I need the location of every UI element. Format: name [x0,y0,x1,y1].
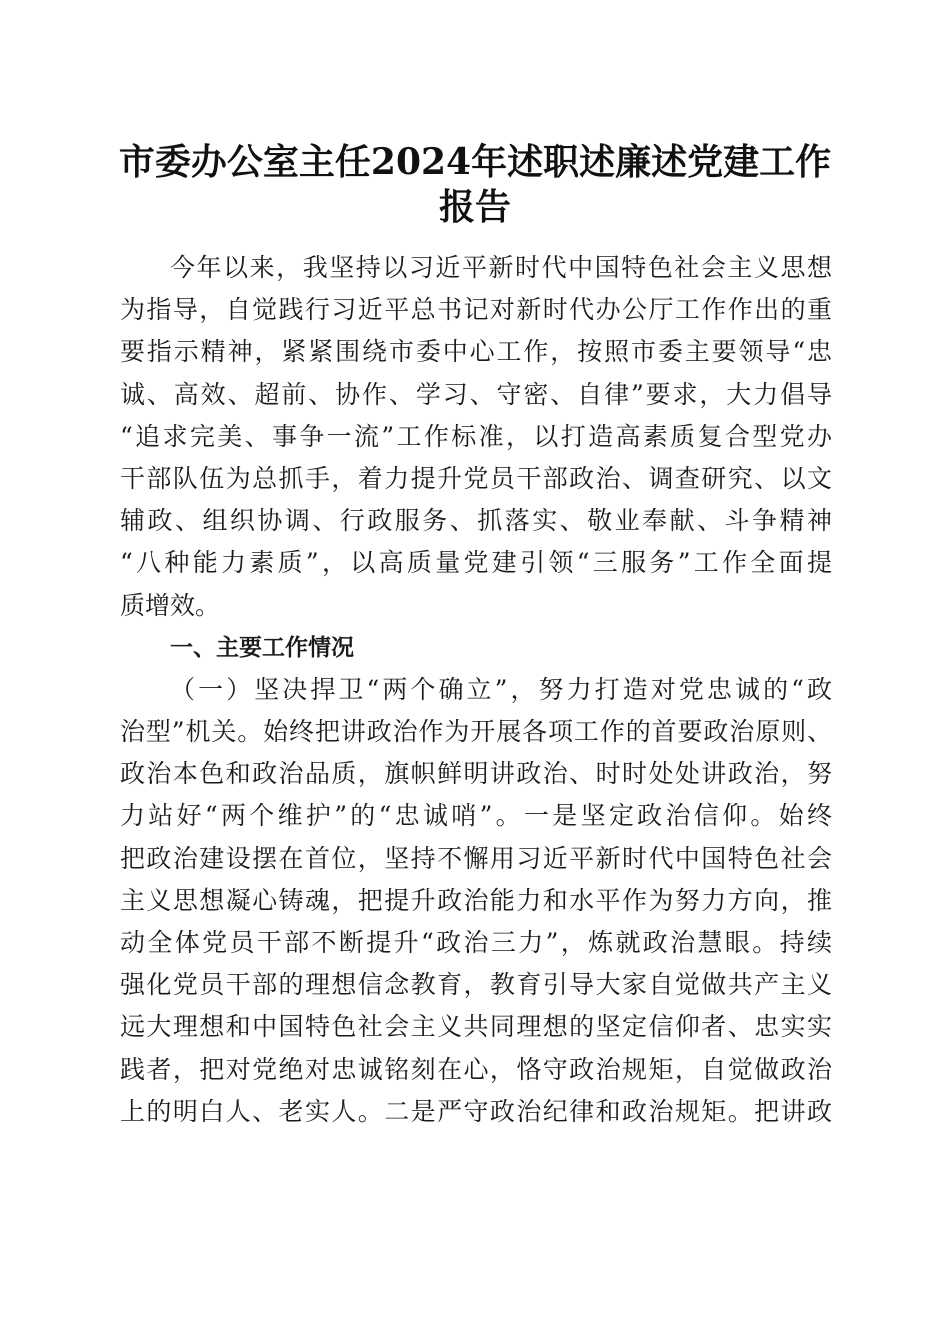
document-body [120,247,832,1133]
paragraph-line: 远大理想和中国特色社会主义共同理想的坚定信仰者、忠实实 [120,1012,832,1042]
paragraph-line: 主义思想凝心铸魂，把提升政治能力和水平作为努力方向，推 [120,885,832,915]
paragraph-line: 动全体党员干部不断提升“政治三力”，炼就政治慧眼。持续 [120,928,832,957]
paragraph-line: 辅政、组织协调、行政服务、抓落实、敬业奉献、斗争精神 [120,506,832,536]
paragraph-line: 为指导，自觉践行习近平总书记对新时代办公厅工作作出的重 [120,295,832,325]
document-title-line-2: 报告 [438,186,511,228]
paragraph-line: 诚、高效、超前、协作、学习、守密、自律”要求，大力倡导 [120,379,832,409]
paragraph-line: 干部队伍为总抓手，着力提升党员干部政治、调查研究、以文 [120,463,832,493]
paragraph-line: 政治本色和政治品质，旗帜鲜明讲政治、时时处处讲政治，努 [120,759,832,789]
paragraph-line: 上的明白人、老实人。二是严守政治纪律和政治规矩。把讲政 [120,1096,832,1126]
section-heading: 一、主要工作情况 [170,634,354,661]
document-title-line-1: 市委办公室主任2024年述职述廉述党建工作 [118,141,832,183]
paragraph-line: 治型”机关。始终把讲政治作为开展各项工作的首要政治原则、 [120,717,832,747]
paragraph-line: 今年以来，我坚持以习近平新时代中国特色社会主义思想 [170,253,832,282]
paragraph-line: “追求完美、事争一流”工作标准，以打造高素质复合型党办 [120,421,832,451]
paragraph-line: 力站好“两个维护”的“忠诚哨”。一是坚定政治信仰。始终 [120,801,832,831]
paragraph-line: 践者，把对党绝对忠诚铭刻在心，恪守政治规矩，自觉做政治 [120,1054,832,1084]
paragraph-line: 质增效。 [120,590,221,620]
paragraph-line: 强化党员干部的理想信念教育，教育引导大家自觉做共产主义 [120,970,832,1000]
paragraph-line: （一）坚决捍卫“两个确立”，努力打造对党忠诚的“政 [170,674,832,704]
paragraph-line: 把政治建设摆在首位，坚持不懈用习近平新时代中国特色社会 [120,843,832,873]
paragraph-line: 要指示精神，紧紧围绕市委中心工作，按照市委主要领导“忠 [120,337,832,367]
paragraph-line: “八种能力素质”，以高质量党建引领“三服务”工作全面提 [120,548,832,578]
